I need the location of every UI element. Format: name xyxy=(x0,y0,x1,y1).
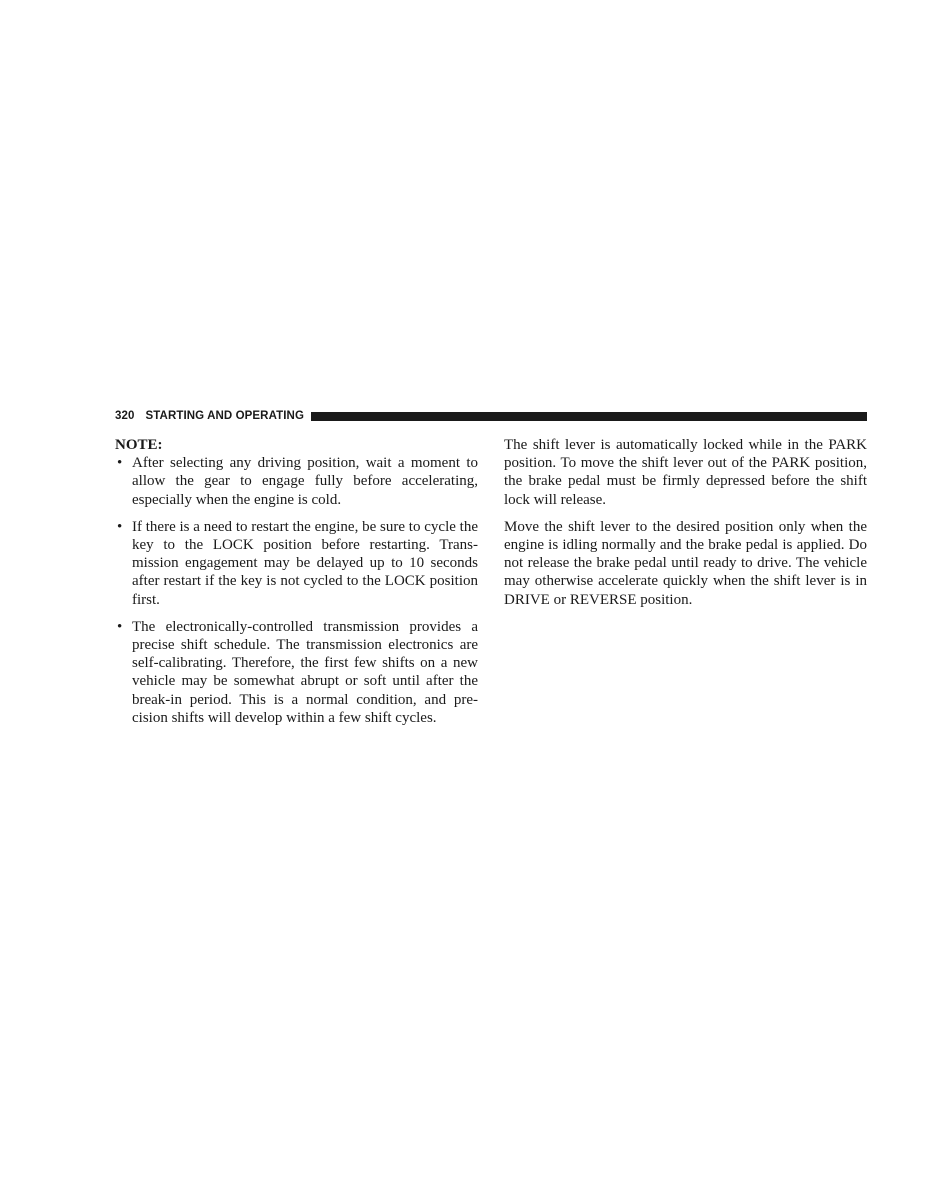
bullet-icon: • xyxy=(117,455,123,472)
note-item xyxy=(115,518,478,609)
page-header xyxy=(115,408,867,424)
left-column xyxy=(115,436,478,736)
note-item xyxy=(115,454,478,509)
note-heading: NOTE: xyxy=(115,437,163,453)
page-number: 320 xyxy=(115,410,135,422)
body-paragraph: The shift lever is automatically locked while in the PARK position. To move the shift lever out of the PARK position, the brake pedal must be firmly depressed before the shift lock will release. xyxy=(504,437,867,508)
right-column xyxy=(504,436,867,618)
body-paragraph: Move the shift lever to the desired position only when the engine is idling normally and the brake pedal is applied. Do not release the brake pedal until ready to drive. The vehicle may otherwise accelerate quickly when the shift lever is in DRIVE or REVERSE position. xyxy=(504,518,867,608)
note-list xyxy=(115,454,478,727)
note-item-text: The electronically-controlled transmission provides a precise shift schedule. The transmission electronics are self-calibrating. Therefore, the first few shifts on a new vehicle may be somewhat abrupt or soft until after the break-in period. This is a normal condition, and pre-cision shifts will develop within a few shift cycles. xyxy=(132,618,478,726)
section-title: STARTING AND OPERATING xyxy=(145,410,305,422)
header-rule-bar xyxy=(311,412,867,421)
bullet-icon: • xyxy=(117,618,123,635)
bullet-icon: • xyxy=(117,518,123,535)
note-item-text: After selecting any driving position, wait a moment to allow the gear to engage fully before accelerating, especially when the engine is cold. xyxy=(132,455,478,508)
note-item-text: If there is a need to restart the engine, be sure to cycle the key to the LOCK position before restarting. Trans-mission engagement may be delayed up to 10 seconds after restart if the key is not cycled to the LOCK position first. xyxy=(132,518,478,608)
note-item xyxy=(115,618,478,727)
